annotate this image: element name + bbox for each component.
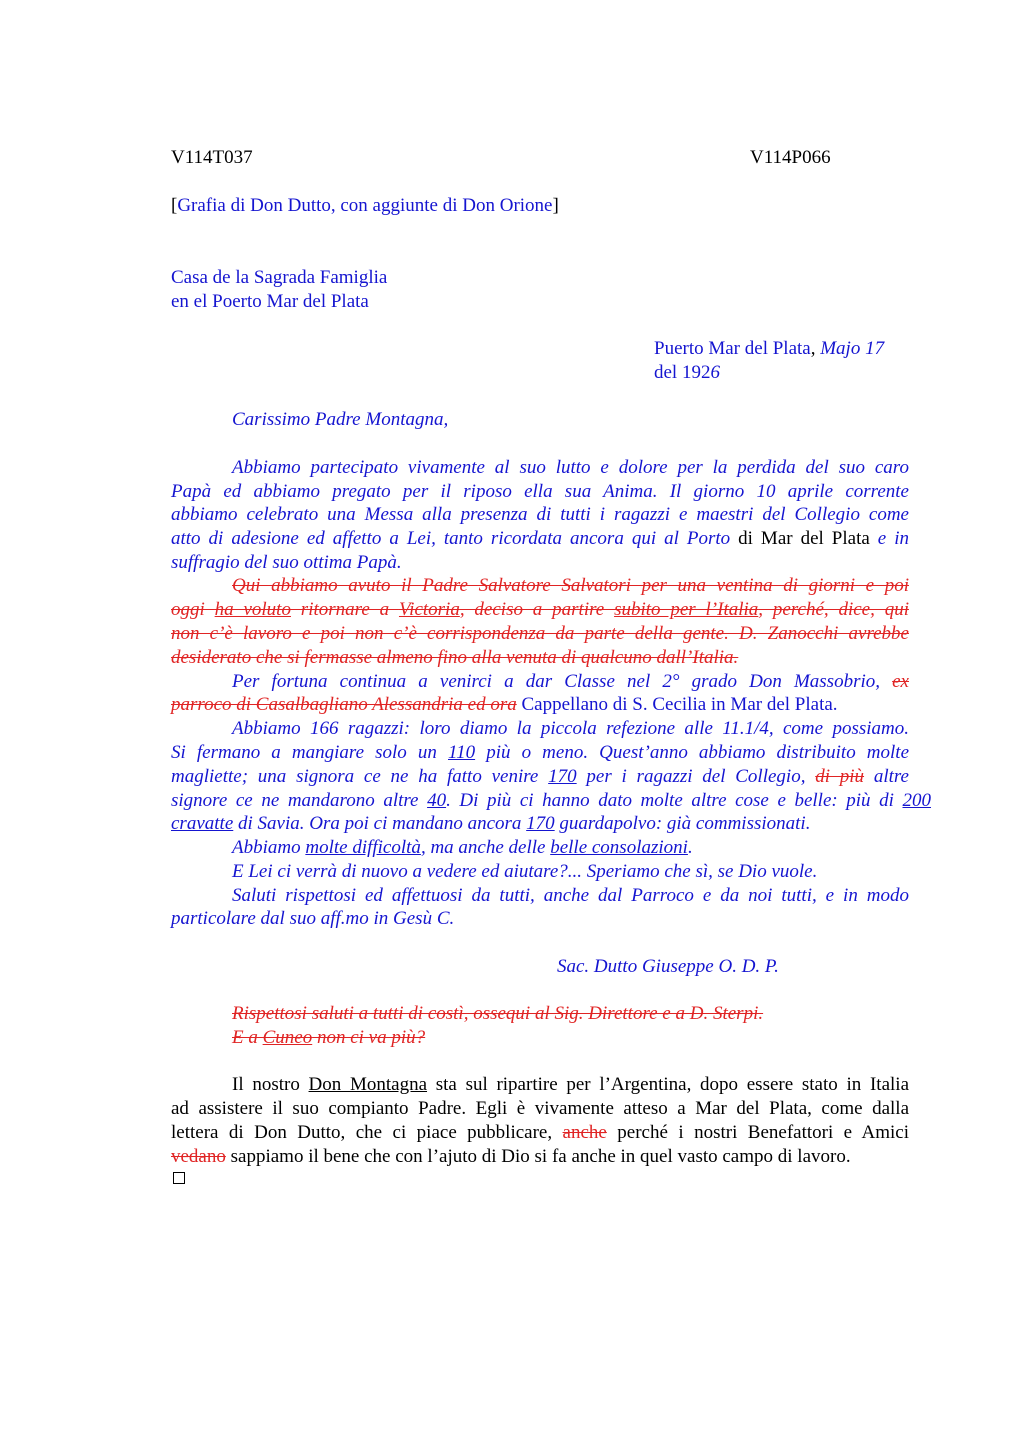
p4-line-4: signore ce ne mandarono altre 40. Di più ci hanno dato molte altre cose e belle: più di 200 [171,790,931,811]
end-square-icon [173,1172,185,1184]
p3-line-1: Per fortuna continua a venirci a dar Classe nel 2° grado Don Massobrio, ex [232,671,909,692]
p1-line-5: suffragio del suo ottima Papà. [171,552,402,573]
p1-line-3: abbiamo celebrato una Messa alla presenza di tutti i ragazzi e maestri del Collegio come [171,504,909,525]
signature: Sac. Dutto Giuseppe O. D. P. [557,956,779,977]
editorial-line-3: lettera di Don Dutto, che ci piace pubblicare, anche perché i nostri Benefattori e Amici [171,1122,909,1143]
p4-line-1: Abbiamo 166 ragazzi: loro diamo la piccola refezione alle 11.1/4, come possiamo. [232,718,909,739]
p1-line-1: Abbiamo partecipato vivamente al suo lutto e dolore per la perdida del suo caro [232,457,909,478]
p2-line-2: oggi ha voluto ritornare a Victoria, deciso a partire subito per l’Italia, perché, dice, qui [171,599,909,620]
editorial-line-1: Il nostro Don Montagna sta sul ripartire per l’Argentina, dopo essere stato in Italia [232,1074,909,1095]
editorial-line-2: ad assistere il suo compianto Padre. Egli è vivamente atteso a Mar del Plata, come dalla [171,1098,909,1119]
editorial-line-4: vedano sappiamo il bene che con l’ajuto di Dio si fa anche in quel vasto campo di lavoro. [171,1146,851,1167]
p4-line-5: cravatte di Savia. Ora poi ci mandano ancora 170 guardapolvo: già commissionati. [171,813,811,834]
p2-line-1: Qui abbiamo avuto il Padre Salvatore Salvatori per una ventina di giorni e poi [232,575,909,596]
p5-line: Abbiamo molte difficoltà, ma anche delle belle consolazioni. [232,837,693,858]
p1-line-2: Papà ed abbiamo pregato per il riposo ella sua Anima. Il giorno 10 aprile corrente [171,481,909,502]
p2-line-4: desiderato che si fermasse almeno fino alla venuta di qualcuno dall’Italia. [171,647,739,668]
postscript-line-1: Rispettosi saluti a tutti di costì, ossequi al Sig. Direttore e a D. Sterpi. [232,1003,764,1024]
address-line-2: en el Poerto Mar del Plata [171,291,369,312]
p4-line-2: Si fermano a mangiare solo un 110 più o meno. Quest’anno abbiamo distribuito molte [171,742,910,763]
dateline-year: del 1926 [654,362,720,383]
right-code: V114P066 [750,147,831,168]
postscript-line-2: E a Cuneo non ci va più? [232,1027,426,1048]
p2-line-3: non c’è lavoro e poi non c’è corrispondenza da parte della gente. D. Zanocchi avrebbe [171,623,909,644]
p7-line-2: particolare dal suo aff.mo in Gesù C. [171,908,455,929]
p4-line-3: magliette; una signora ce ne ha fatto venire 170 per i ragazzi del Collegio, di più altre [171,766,909,787]
p3-line-2: parroco di Casalbagliano Alessandria ed ora Cappellano di S. Cecilia in Mar del Plata. [171,694,838,715]
dateline: Puerto Mar del Plata, Majo 17 [654,338,885,359]
p1-line-4: atto di adesione ed affetto a Lei, tanto ricordata ancora qui al Porto di Mar del Plata e in [171,528,910,549]
editorial-note: [Grafia di Don Dutto, con aggiunte di Don Orione] [171,195,559,216]
salutation: Carissimo Padre Montagna, [232,409,449,430]
p6-line: E Lei ci verrà di nuovo a vedere ed aiutare?... Speriamo che sì, se Dio vuole. [232,861,818,882]
left-code: V114T037 [171,147,253,168]
p7-line-1: Saluti rispettosi ed affettuosi da tutti, anche dal Parroco e da noi tutti, e in modo [232,885,909,906]
address-line-1: Casa de la Sagrada Famiglia [171,267,388,288]
